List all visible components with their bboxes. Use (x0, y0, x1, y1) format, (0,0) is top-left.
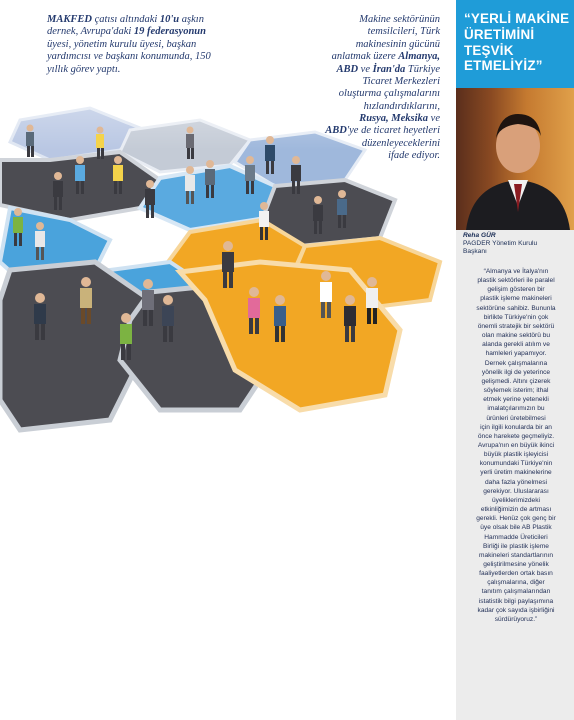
quote-line: hamleleri yapamıyor. (485, 350, 547, 358)
quote-line: alanda gerekli atılım ve (482, 341, 550, 349)
quote-line: konumundaki Türkiye'nin (479, 460, 553, 468)
quote-line: “Almanya ve İtalya'nın (483, 268, 549, 275)
intro-right-text: Makine sektörünün temsilcileri, Türk makinesinin gücünü anlatmak üzere Almanya, ABD ve İran'da Türkiye Ticaret Merkezleri oluşturma çalışmalarını hızlandırdıklarını, Rusya, Meksika ve ABD'ye de ticaret heyetleri düzenleyeceklerini ifade ediyor. (325, 14, 440, 162)
quote-line: gerekli. Henüz çok genç bir (476, 515, 556, 523)
quote-line: çalışmalarına, diğer (487, 579, 545, 587)
quote-line: Avrupa'nın en büyük ikinci (477, 441, 555, 449)
quote-line: tanıtım çalışmalarından (481, 588, 551, 596)
quote-line: ürünleri üretebilmesi (486, 414, 546, 422)
quote-line: makineleri standartlarının (478, 551, 554, 559)
quote-line: istatistik bilgi paylaşımına (478, 597, 554, 605)
brand-name: MAKFED (47, 14, 92, 25)
quote-line: plastik işleme makineleri (480, 295, 552, 303)
quote-line: etmek yerine yetenekli (483, 396, 549, 404)
quote-line: Dernek çalışmalarına (484, 359, 548, 367)
quote-line: yerli üretim makinelerine (480, 469, 552, 477)
quote-line: üye olsak bile AB Plastik (480, 524, 552, 532)
headline-box (456, 0, 574, 88)
quote-line: daha fazla yönelmesi (485, 478, 547, 486)
person-title-cont: Başkanı (463, 248, 487, 256)
quote-line: birlikte Türkiye'nin çok (483, 313, 549, 321)
quote-line: gelişim gösteren bir (487, 286, 545, 294)
quote-line: plastik sektörleri ile paralel (477, 277, 555, 285)
quote-line: sektörüne sahibiz. Bununla (476, 304, 556, 312)
quote-line: kadar çok sayıda işbirliğini (477, 606, 555, 614)
quote-text (466, 267, 566, 624)
person-figure (186, 127, 194, 160)
quote-line: imalatçılarımızın bu (487, 405, 545, 413)
portrait-photo (456, 88, 574, 230)
quote-line: için ilgili konularda bir an (480, 423, 552, 431)
person-name: Reha GÜR (463, 232, 496, 239)
blank-area (0, 476, 450, 720)
quote-line: olan makine sektörü bu (481, 332, 551, 340)
quote-line: geliştirilmesine yönelik (483, 561, 549, 568)
quote-line: gelişmedi. Altını çizerek (481, 377, 551, 385)
photo-caption (463, 232, 569, 257)
quote-line: yönelik ilgi de yeterince (481, 368, 551, 376)
quote-line: önce harekete geçmeliyiz. (477, 432, 555, 440)
quote-line: gerekiyor. Uluslararası (483, 487, 549, 495)
intro-left-text: MAKFED çatısı altındaki 10'u aşkın dernek, Avrupa'daki 19 federasyonun üyesi, yönetim kurulu üyesi, başkan yardımcısı ve başkanı konumunda, 150 yıllık görev yaptı. (47, 14, 211, 75)
quote-line: etkinliğimizin de artması (480, 506, 552, 514)
person-figure (96, 127, 104, 160)
portrait-image (456, 88, 574, 230)
quote-line: Birliği ile plastik işleme (483, 542, 549, 550)
person-title: PAGDER Yönetim Kurulu (463, 240, 538, 248)
quote-line: büyük plastik işleyicisi (483, 451, 549, 459)
quote-line: önemli stratejik bir sektörü (477, 322, 555, 330)
quote-line: Hammadde Üreticileri (484, 533, 548, 541)
quote-line: faaliyetlerden ortak basın (479, 570, 553, 578)
person-figure (26, 125, 34, 158)
quote-line: üyeliklerimizdeki (491, 496, 540, 504)
quote-line: söylemek isterim; ithal (483, 387, 549, 395)
quote-line: sürdürüyoruz.” (494, 615, 538, 623)
headline-title: “YERLİ MAKİNE ÜRETİMİNİ TEŞVİK ETMELİYİZ” (464, 11, 570, 74)
